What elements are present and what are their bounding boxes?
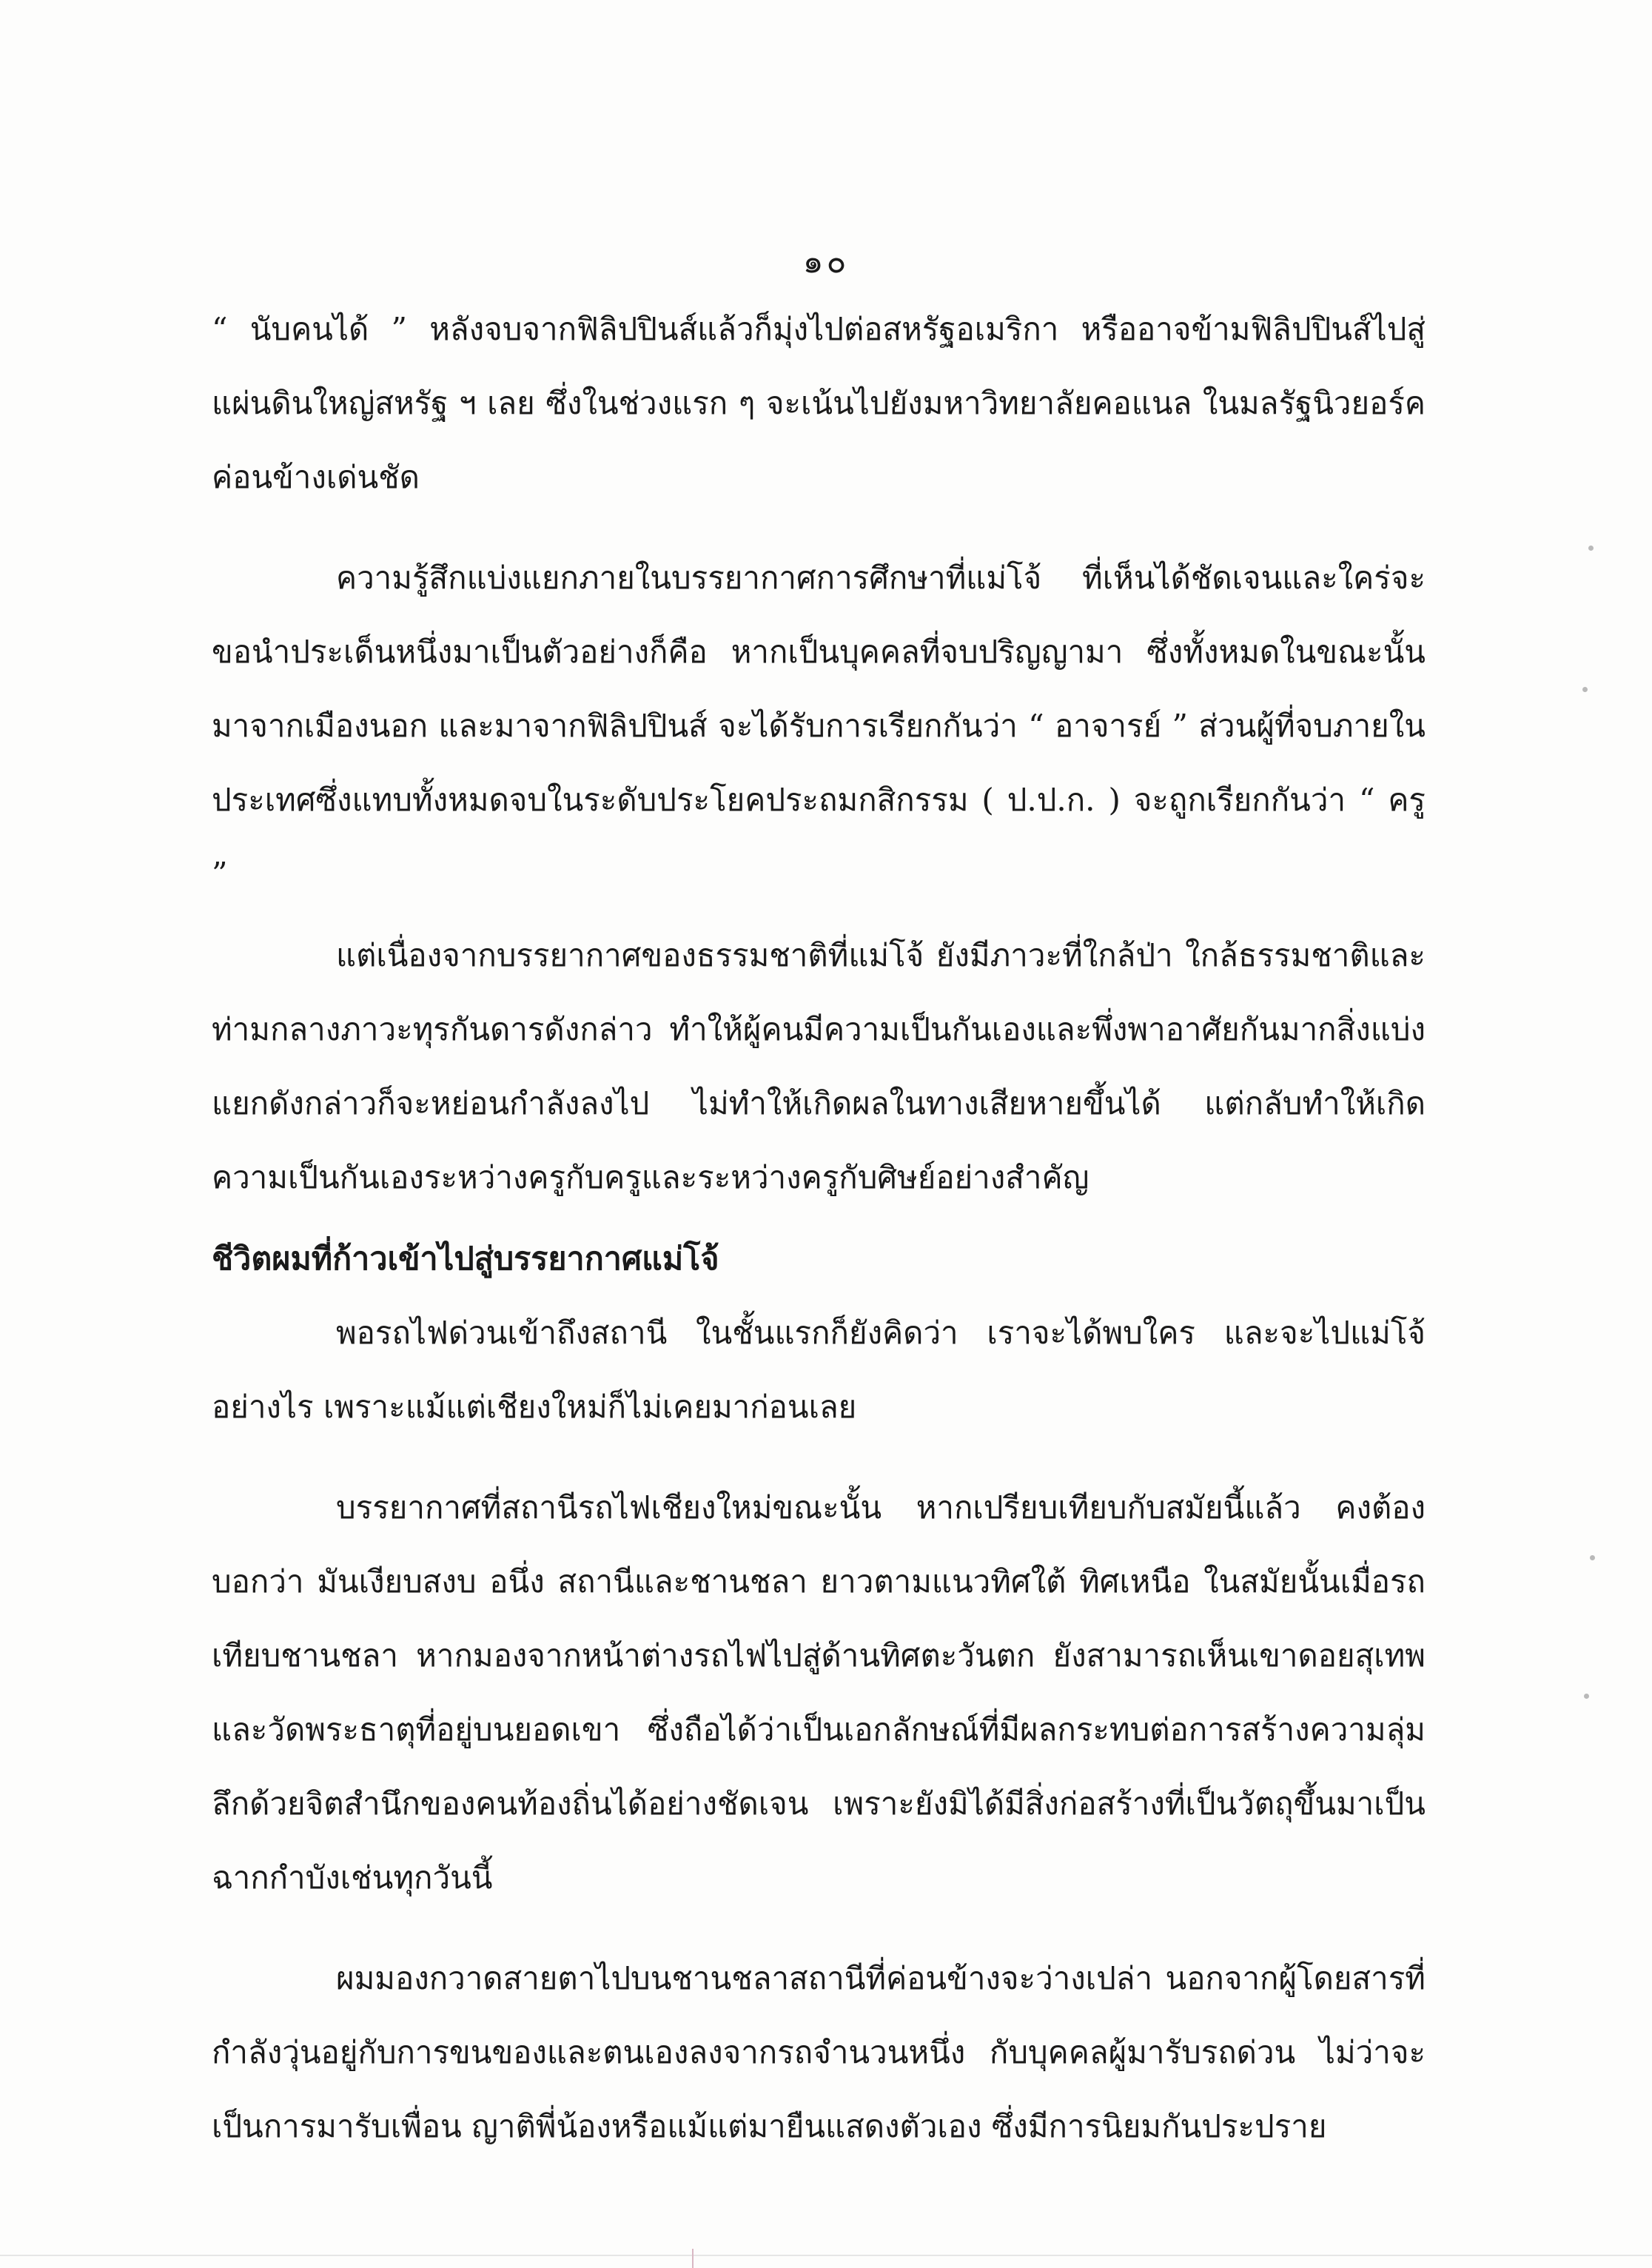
scan-speck — [1582, 687, 1588, 692]
scan-edge-mark — [692, 2249, 694, 2268]
page-body — [212, 292, 1426, 2164]
scan-speck — [1588, 546, 1594, 551]
paragraph-6: ผมมองกวาดสายตาไปบนชานชลาสถานีที่ค่อนข้างจะว่างเปล่า นอกจากผู้โดยสารที่กำลังวุ่นอยู่กับการขนของและตนเองลงจากรถจำนวนหนึ่ง กับบุคคลผู้มารับรถด่วน ไม่ว่าจะเป็นการมารับเพื่อน ญาติพี่น้องหรือแม้แต่มายืนแสดงตัวเอง ซึ่งมีการนิยมกันประปราย — [212, 1960, 1426, 2144]
section-heading: ชีวิตผมที่ก้าวเข้าไปสู่บรรยากาศแม่โจ้ — [212, 1241, 719, 1278]
paragraph-gap — [212, 1444, 1426, 1471]
scan-speck — [1590, 1555, 1595, 1560]
paragraph-gap — [212, 911, 1426, 919]
page-number: ๑๐ — [802, 243, 850, 281]
scan-speck — [1584, 1694, 1589, 1699]
paragraph-gap — [212, 1915, 1426, 1942]
paragraph-3: แต่เนื่องจากบรรยากาศของธรรมชาติที่แม่โจ้ ยังมีภาวะที่ใกล้ป่า ใกล้ธรรมชาติและท่ามกลางภาวะทุรกันดารดังกล่าว ทำให้ผู้คนมีความเป็นกันเองและพึ่งพาอาศัยกันมากสิ่งแบ่งแยกดังกล่าวก็จะหย่อนกำลังลงไป ไม่ทำให้เกิดผลในทางเสียหายขึ้นได้ แต่กลับทำให้เกิดความเป็นกันเองระหว่างครูกับครูและระหว่างครูกับศิษย์อย่างสำคัญ — [212, 937, 1426, 1195]
paragraph-1: “ นับคนได้ ” หลังจบจากฟิลิปปินส์แล้วก็มุ่งไปต่อสหรัฐอเมริกา หรืออาจข้ามฟิลิปปินส์ไปสู่แผ่นดินใหญ่สหรัฐ ฯ เลย ซึ่งในช่วงแรก ๆ จะเน้นไปยังมหาวิทยาลัยคอแนล ในมลรัฐนิวยอร์คค่อนข้างเด่นชัด — [212, 311, 1426, 495]
scan-edge-line — [0, 2255, 1652, 2256]
paragraph-4: พอรถไฟด่วนเข้าถึงสถานี ในชั้นแรกก็ยังคิดว่า เราจะได้พบใคร และจะไปแม่โจ้อย่างไร เพราะแม้แต่เชียงใหม่ก็ไม่เคยมาก่อนเลย — [212, 1315, 1426, 1425]
paragraph-5: บรรยากาศที่สถานีรถไฟเชียงใหม่ขณะนั้น หากเปรียบเทียบกับสมัยนี้แล้ว คงต้องบอกว่า มันเงียบสงบ อนึ่ง สถานีและชานชลา ยาวตามแนวทิศใต้ ทิศเหนือ ในสมัยนั้นเมื่อรถเทียบชานชลา หากมองจากหน้าต่างรถไฟไปสู่ด้านทิศตะวันตก ยังสามารถเห็นเขาดอยสุเทพและวัดพระธาตุที่อยู่บนยอดเขา ซึ่งถือได้ว่าเป็นเอกลักษณ์ที่มีผลกระทบต่อการสร้างความลุ่มลึกด้วยจิตสำนึกของคนท้องถิ่นได้อย่างชัดเจน เพราะยังมิได้มีสิ่งก่อสร้างที่เป็นวัตถุขึ้นมาเป็นฉากกำบังเช่นทุกวันนี้ — [212, 1489, 1426, 1896]
paragraph-2: ความรู้สึกแบ่งแยกภายในบรรยากาศการศึกษาที่แม่โจ้ ที่เห็นได้ชัดเจนและใคร่จะขอนำประเด็นหนึ่งมาเป็นตัวอย่างก็คือ หากเป็นบุคคลที่จบปริญญามา ซึ่งทั้งหมดในขณะนั้นมาจากเมืองนอก และมาจากฟิลิปปินส์ จะได้รับการเรียกกันว่า “ อาจารย์ ” ส่วนผู้ที่จบภายในประเทศซึ่งแทบทั้งหมดจบในระดับประโยคประถมกสิกรรม ( ป.ป.ก. ) จะถูกเรียกกันว่า “ ครู ” — [212, 560, 1426, 892]
paragraph-gap — [212, 1215, 1426, 1222]
paragraph-gap — [212, 514, 1426, 541]
